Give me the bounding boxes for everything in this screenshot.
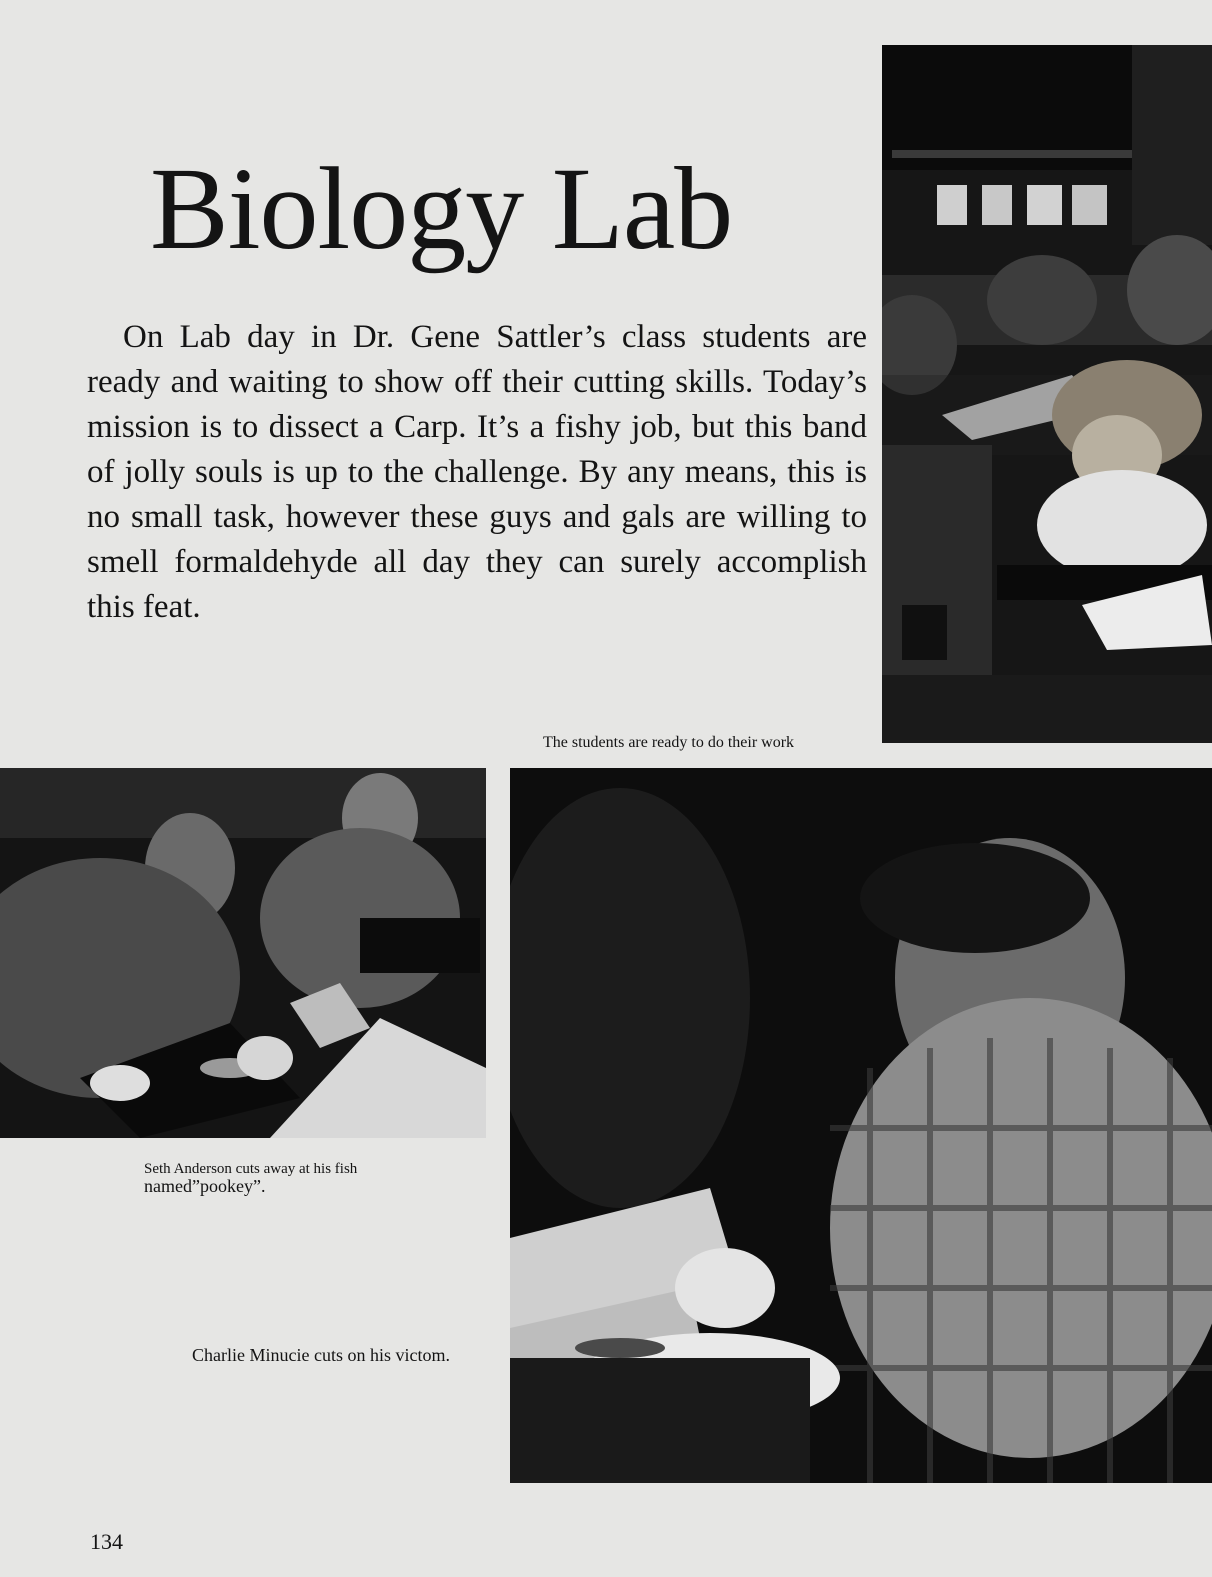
page-number: 134 [90,1529,123,1554]
caption-photo-classroom: The students are ready to do their work [543,734,795,751]
photo-classroom [882,45,1212,743]
caption-photo-student-scissors: Charlie Minucie cuts on his victom. [192,1345,450,1365]
photo-student-scissors [510,768,1212,1483]
photo-dissection [0,768,486,1138]
article-body: On Lab day in Dr. Gene Sattler’s class students are ready and waiting to show off their cutting skills. Today’s mission is to dissect a Carp. It’s a fishy job, but this band of jolly souls is up to the challenge. By any means, this is no small task, however these guys and gals are willing to smell formaldehyde all day they can surely accomplish this feat. [87,319,867,625]
page-title: Biology Lab [150,143,733,274]
caption-photo-dissection-continued: named”pookey”. [144,1176,266,1196]
caption-photo-dissection: Seth Anderson cuts away at his fish [144,1161,358,1177]
